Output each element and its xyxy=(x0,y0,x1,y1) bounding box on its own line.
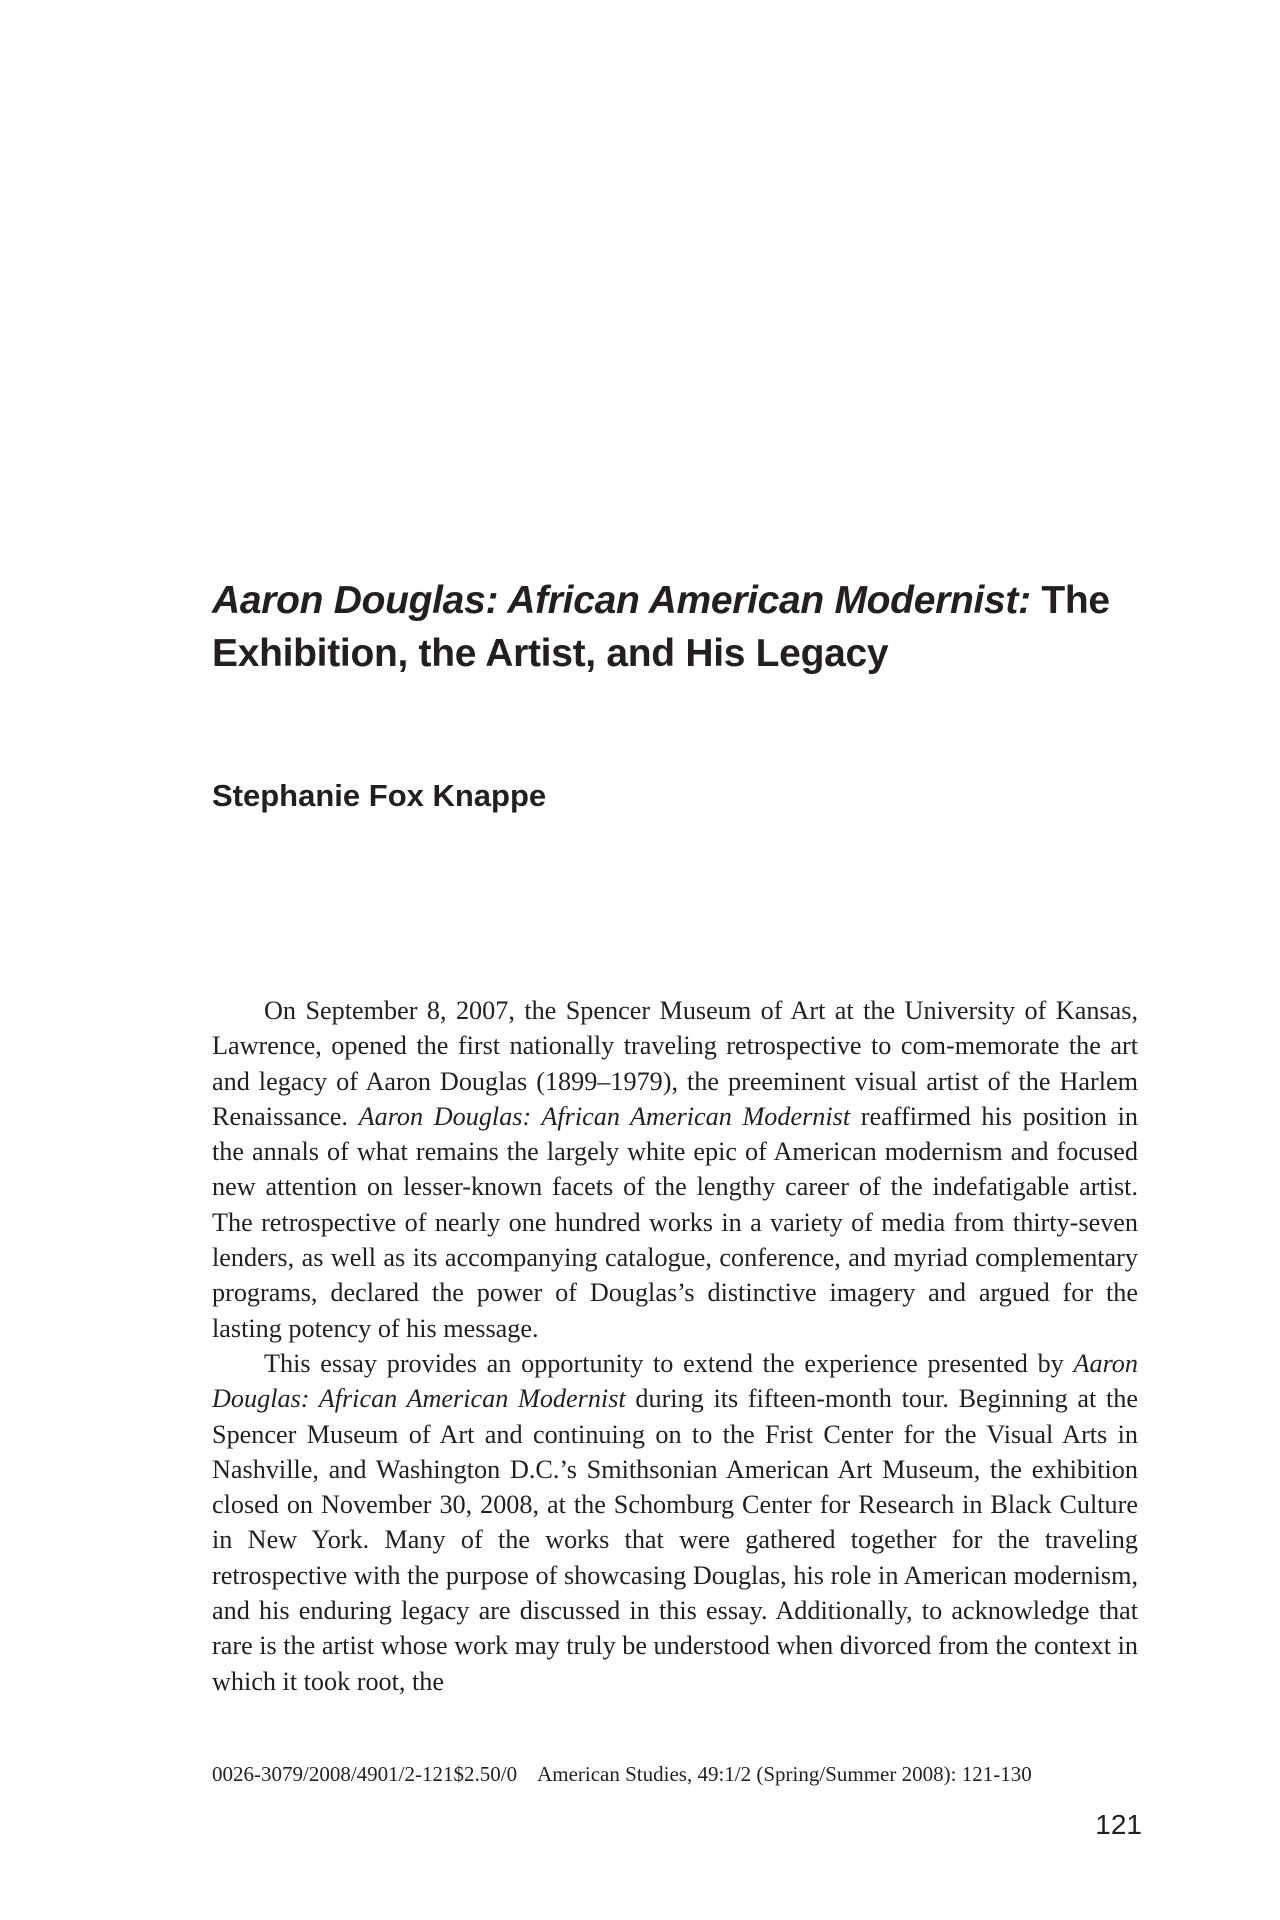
article-body xyxy=(212,993,1138,1699)
author-name: Stephanie Fox Knappe xyxy=(212,778,547,813)
paragraph-1-exhibition-title: Aaron Douglas: African American Modernist xyxy=(358,1101,851,1131)
paragraph-2-text-a: This essay provides an opportunity to extend the experience presented by xyxy=(264,1348,1064,1378)
paragraph-2-exhibition-title: Aaron Douglas: African American Modernist xyxy=(212,1348,1138,1414)
page-number: 121 xyxy=(1095,1809,1142,1840)
paragraph-1 xyxy=(212,993,1138,1346)
paragraph-1-text-b: reaffirmed his position in the annals of what remains the largely white epic of American modernism and focused new attention on lesser-known facets of the lengthy career of the indefatigable artist. The retrospective of nearly one hundred works in a variety of media from thirty-seven lenders, as well as its accompanying catalogue, conference, and myriad complementary programs, declared the power of Douglas’s distinctive imagery and argued for the lasting potency of his message. xyxy=(212,1101,1138,1343)
article-title xyxy=(212,574,1112,680)
citation-footer xyxy=(212,1760,1142,1788)
paragraph-2-text-b: during its fifteen-month tour. Beginning at the Spencer Museum of Art and continuing on to the Frist Center for the Visual Arts in Nashville, and Washington D.C.’s Smithsonian American Art Museum, the exhibition closed on November 30, 2008, at the Schomburg Center for Research in Black Culture in New York. Many of the works that were gathered together for the traveling retrospective with the purpose of showcasing Douglas, his role in American modernism, and his enduring legacy are discussed in this essay. Additionally, to acknowledge that rare is the artist whose work may truly be understood when divorced from the context in which it took root, the xyxy=(212,1384,1139,1696)
footer-code: 0026-3079/2008/4901/2-121$2.50/0 xyxy=(212,1762,518,1786)
article-title-roman: The Exhibition, the Artist, and His Legacy xyxy=(212,579,1110,675)
paragraph-2 xyxy=(212,1346,1138,1699)
paragraph-1-text-a: On September 8, 2007, the Spencer Museum of Art at the University of Kansas, Lawrence, opened the first nationally traveling retrospective to com-memorate the art and legacy of Aaron Douglas (1899–1979), the preeminent visual artist of the Harlem Renaissance. xyxy=(212,996,1138,1131)
article-title-italic: Aaron Douglas: African American Modernist: xyxy=(212,579,1031,622)
footer-citation: American Studies, 49:1/2 (Spring/Summer 2008): 121-130 xyxy=(537,1762,1032,1786)
